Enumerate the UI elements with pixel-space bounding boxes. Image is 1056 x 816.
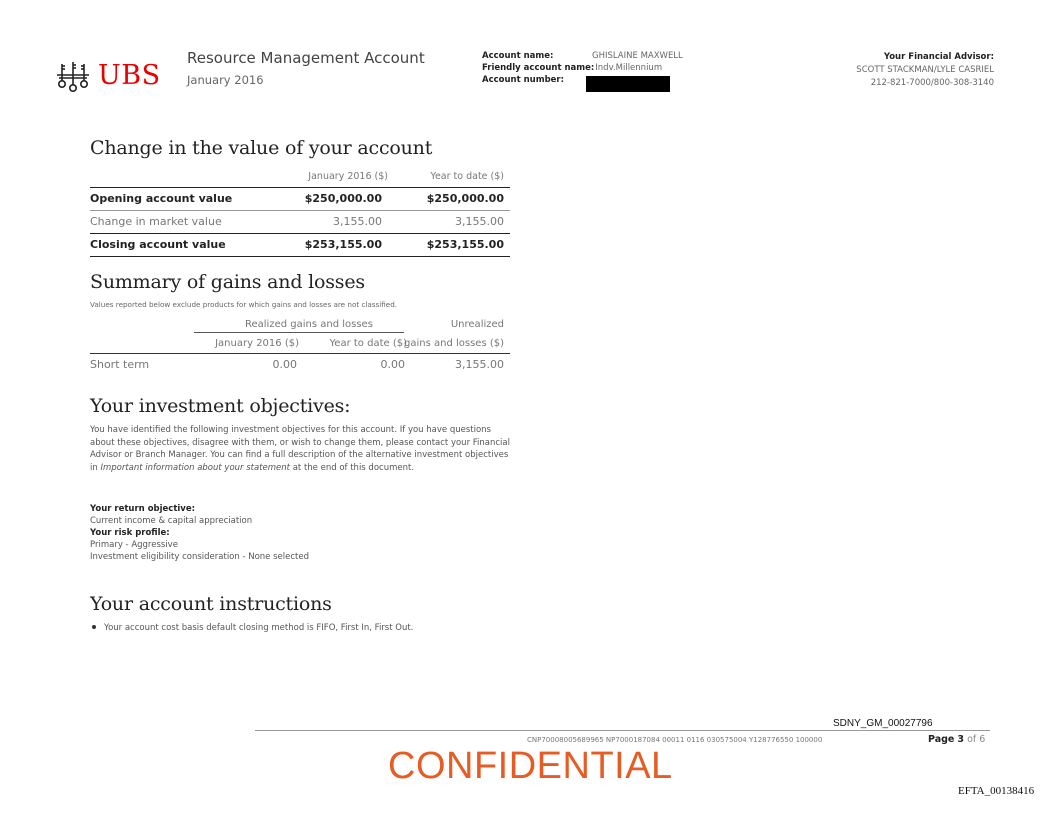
objectives-paragraph: [90, 424, 515, 474]
account-name-value: GHISLAINE MAXWELL: [592, 51, 683, 61]
column-header-month: January 2016 ($): [215, 338, 299, 349]
efta-number: EFTA_00138416: [958, 785, 1035, 797]
table-header-row: [90, 167, 510, 187]
unrealized-header: Unrealized: [450, 319, 504, 330]
objectives-text-end: at the end of this document.: [290, 462, 415, 473]
column-header-ytd: Year to date ($): [329, 338, 407, 349]
risk-profile-label: Your risk profile:: [90, 528, 170, 538]
row-label: Short term: [90, 358, 150, 371]
row-ytd-value: 3,155.00: [455, 215, 504, 228]
objectives-italic-reference: Important information about your statement: [100, 462, 291, 473]
risk-profile-value: Primary - Aggressive: [90, 540, 178, 550]
table-row: [90, 353, 510, 376]
objectives-details: [90, 503, 309, 563]
account-name-label: Account name:: [482, 51, 554, 61]
gains-losses-title: Summary of gains and losses: [90, 271, 365, 293]
ubs-wordmark: UBS: [98, 60, 161, 91]
page-number: 3: [957, 734, 965, 745]
table-row: [90, 210, 510, 233]
eligibility-consideration: Investment eligibility consideration - None selected: [90, 552, 309, 562]
instructions-title: Your account instructions: [90, 593, 332, 615]
page-indicator: [928, 734, 985, 745]
table-row: [90, 233, 510, 257]
table-row: [90, 187, 510, 210]
row-ytd-value: 0.00: [380, 358, 405, 371]
row-month-value: 3,155.00: [333, 215, 382, 228]
change-in-value-title: Change in the value of your account: [90, 137, 433, 159]
account-number-redaction: [586, 76, 670, 92]
advisor-names: SCOTT STACKMAN/LYLE CASRIEL: [856, 65, 994, 75]
bullet-icon: [92, 625, 96, 629]
row-label: Closing account value: [90, 238, 226, 251]
column-header-unrealized: gains and losses ($): [404, 338, 504, 349]
row-label: Opening account value: [90, 192, 233, 205]
gains-losses-note: Values reported below exclude products for which gains and losses are not classified.: [90, 300, 398, 309]
ubs-keys-icon: [54, 58, 92, 96]
realized-header: Realized gains and losses: [245, 319, 373, 330]
change-in-value-table: [90, 167, 510, 257]
row-label: Change in market value: [90, 215, 222, 228]
column-header-month: January 2016 ($): [308, 171, 388, 182]
page-word: Page: [928, 734, 955, 745]
column-header-ytd: Year to date ($): [430, 171, 504, 182]
financial-advisor: [856, 51, 994, 90]
row-ytd-value: $250,000.00: [426, 192, 504, 205]
confidential-stamp: CONFIDENTIAL: [388, 745, 673, 787]
ubs-logo: [54, 58, 174, 96]
row-month-value: $250,000.00: [304, 192, 382, 205]
statement-period: January 2016: [187, 73, 264, 87]
row-unrealized-value: 3,155.00: [455, 358, 504, 371]
document-code: CNP70008005689965 NP7000187084 00011 0116 030575004 Y128776550 100000: [527, 736, 823, 744]
page-total: of 6: [967, 734, 986, 745]
bates-number: SDNY_GM_00027796: [833, 718, 933, 729]
friendly-name-value: Indv.Millennium: [595, 63, 663, 73]
footer-divider: [255, 730, 990, 731]
friendly-name-label: Friendly account name:: [482, 63, 595, 73]
account-number-label: Account number:: [482, 75, 565, 85]
list-item: [90, 623, 413, 633]
return-objective-value: Current income & capital appreciation: [90, 516, 253, 526]
table-subheader-row: [90, 333, 510, 353]
objectives-title: Your investment objectives:: [90, 395, 351, 417]
objectives-text: You have identified the following investment objectives for this account. If you have questions about these objectives, disagree with them, or wish to change them, please contact your Financial Advisor or Branch Manager. You can find a full description of the alternative investment objectives in: [90, 425, 510, 473]
product-name: Resource Management Account: [187, 49, 425, 67]
return-objective-label: Your return objective:: [90, 504, 196, 514]
instruction-text: Your account cost basis default closing method is FIFO, First In, First Out.: [104, 623, 414, 633]
row-month-value: $253,155.00: [304, 238, 382, 251]
table-header-row: [90, 315, 510, 333]
gains-losses-table: [90, 315, 510, 376]
row-ytd-value: $253,155.00: [426, 238, 504, 251]
advisor-title: Your Financial Advisor:: [883, 52, 994, 62]
advisor-phone: 212-821-7000/800-308-3140: [870, 78, 994, 88]
row-month-value: 0.00: [272, 358, 297, 371]
